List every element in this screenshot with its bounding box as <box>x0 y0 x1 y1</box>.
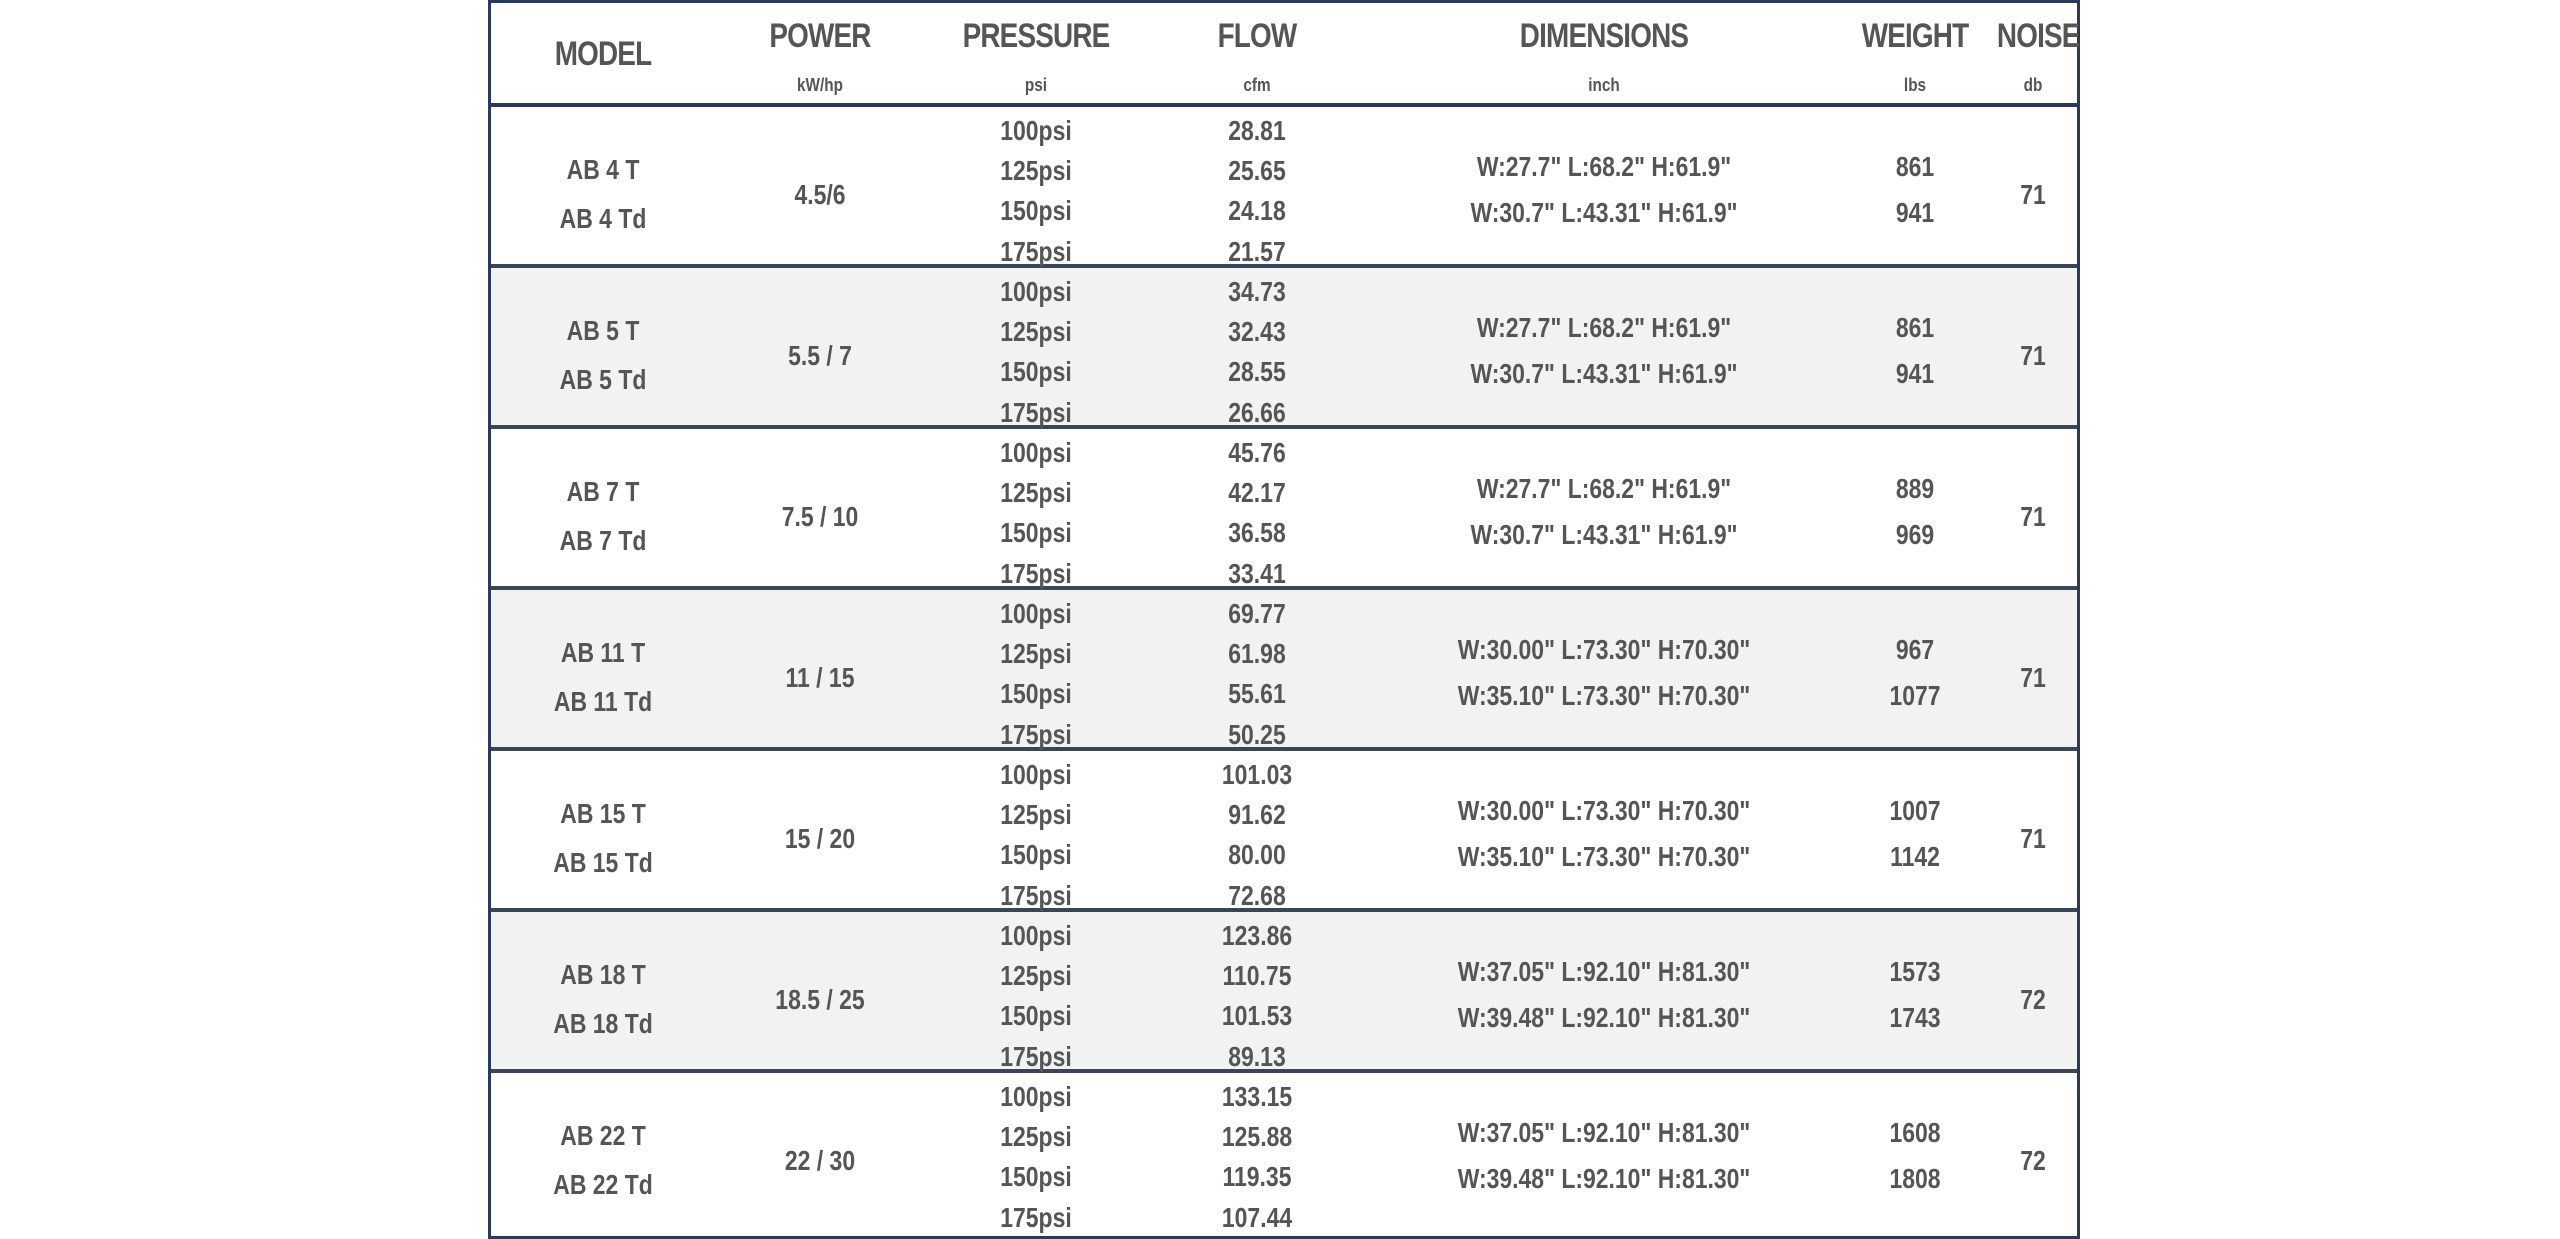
noise-cell <box>1989 429 2077 586</box>
model-t-name: AB 11 T <box>560 637 646 668</box>
weight-t: 861 <box>1895 151 1935 182</box>
table-row <box>491 268 2077 429</box>
table-row <box>491 1073 2077 1234</box>
header-weight-label: WEIGHT <box>1861 17 1969 55</box>
noise-value: 71 <box>2020 662 2046 693</box>
dimensions-t: W:27.7" L:68.2" H:61.9" <box>1476 473 1732 504</box>
flow-value: 26.66 <box>1228 397 1286 428</box>
model-td-name: AB 11 Td <box>553 686 653 717</box>
pressure-value: 125psi <box>1000 960 1072 991</box>
flow-value: 36.58 <box>1228 517 1286 548</box>
pressure-value: 100psi <box>1000 920 1072 951</box>
flow-value: 91.62 <box>1228 799 1286 830</box>
power-value: 18.5 / 25 <box>775 984 865 1015</box>
model-t-name: AB 5 T <box>566 315 640 346</box>
pressure-value: 150psi <box>1000 517 1072 548</box>
header-noise-unit: db <box>2023 75 2043 95</box>
header-power-unit: kW/hp <box>797 75 843 95</box>
pressure-value: 175psi <box>1000 236 1072 267</box>
noise-cell <box>1989 1073 2077 1230</box>
dimensions-cell <box>1367 751 1841 908</box>
header-flow-label: FLOW <box>1217 17 1297 55</box>
spec-table <box>488 0 2080 1239</box>
noise-cell <box>1989 912 2077 1069</box>
table-row <box>491 429 2077 590</box>
weight-cell <box>1841 1073 1989 1230</box>
header-noise-label: NOISE <box>1996 17 2080 55</box>
model-cell <box>491 751 715 908</box>
model-cell <box>491 107 715 264</box>
weight-t: 889 <box>1895 473 1935 504</box>
flow-cell <box>1147 429 1367 589</box>
noise-value: 71 <box>2020 340 2046 371</box>
weight-cell <box>1841 429 1989 586</box>
dimensions-td: W:30.7" L:43.31" H:61.9" <box>1470 358 1738 389</box>
flow-value: 28.81 <box>1228 115 1286 146</box>
flow-value: 80.00 <box>1228 839 1286 870</box>
noise-cell <box>1989 107 2077 264</box>
header-weight-unit: lbs <box>1903 75 1927 95</box>
weight-cell <box>1841 590 1989 747</box>
weight-t: 1573 <box>1889 956 1941 987</box>
weight-td: 1808 <box>1889 1163 1941 1194</box>
power-cell <box>715 590 925 747</box>
pressure-cell <box>925 590 1147 750</box>
weight-t: 861 <box>1895 312 1935 343</box>
flow-value: 89.13 <box>1228 1041 1286 1072</box>
noise-value: 71 <box>2020 823 2046 854</box>
weight-td: 941 <box>1895 358 1935 389</box>
header-pressure-label: PRESSURE <box>962 17 1110 55</box>
model-td-name: AB 22 Td <box>553 1169 653 1200</box>
header-dimensions-label: DIMENSIONS <box>1519 17 1689 55</box>
dimensions-cell <box>1367 590 1841 747</box>
model-t-name: AB 15 T <box>560 798 646 829</box>
weight-cell <box>1841 268 1989 425</box>
pressure-value: 125psi <box>1000 638 1072 669</box>
pressure-value: 100psi <box>1000 598 1072 629</box>
dimensions-td: W:30.7" L:43.31" H:61.9" <box>1470 519 1738 550</box>
weight-cell <box>1841 107 1989 264</box>
flow-cell <box>1147 912 1367 1072</box>
flow-cell <box>1147 751 1367 911</box>
dimensions-cell <box>1367 429 1841 586</box>
dimensions-t: W:27.7" L:68.2" H:61.9" <box>1476 312 1732 343</box>
dimensions-cell <box>1367 1073 1841 1230</box>
pressure-value: 150psi <box>1000 1161 1072 1192</box>
table-row <box>491 751 2077 912</box>
pressure-value: 125psi <box>1000 477 1072 508</box>
dimensions-td: W:30.7" L:43.31" H:61.9" <box>1470 197 1738 228</box>
pressure-value: 100psi <box>1000 759 1072 790</box>
pressure-value: 175psi <box>1000 880 1072 911</box>
header-power <box>715 3 925 103</box>
pressure-value: 175psi <box>1000 1202 1072 1233</box>
dimensions-t: W:27.7" L:68.2" H:61.9" <box>1476 151 1732 182</box>
dimensions-td: W:39.48" L:92.10" H:81.30" <box>1457 1163 1751 1194</box>
table-row <box>491 107 2077 268</box>
power-value: 7.5 / 10 <box>781 501 859 532</box>
flow-cell <box>1147 1073 1367 1233</box>
flow-value: 61.98 <box>1228 638 1286 669</box>
flow-value: 42.17 <box>1228 477 1286 508</box>
pressure-value: 175psi <box>1000 558 1072 589</box>
dimensions-cell <box>1367 268 1841 425</box>
noise-value: 72 <box>2020 1145 2046 1176</box>
pressure-cell <box>925 107 1147 267</box>
header-dimensions <box>1367 3 1841 103</box>
model-cell <box>491 429 715 586</box>
noise-cell <box>1989 590 2077 747</box>
power-cell <box>715 268 925 425</box>
model-td-name: AB 15 Td <box>553 847 653 878</box>
weight-t: 1608 <box>1889 1117 1941 1148</box>
power-cell <box>715 107 925 264</box>
pressure-value: 175psi <box>1000 1041 1072 1072</box>
pressure-value: 150psi <box>1000 678 1072 709</box>
header-dimensions-unit: inch <box>1588 75 1620 95</box>
flow-value: 25.65 <box>1228 155 1286 186</box>
header-noise <box>1989 3 2080 103</box>
table-row <box>491 590 2077 751</box>
dimensions-td: W:35.10" L:73.30" H:70.30" <box>1457 680 1751 711</box>
weight-td: 941 <box>1895 197 1935 228</box>
flow-value: 69.77 <box>1228 598 1286 629</box>
power-cell <box>715 751 925 908</box>
pressure-cell <box>925 429 1147 589</box>
weight-t: 1007 <box>1889 795 1941 826</box>
model-td-name: AB 18 Td <box>553 1008 653 1039</box>
table-header <box>491 3 2080 107</box>
header-pressure-unit: psi <box>1024 75 1048 95</box>
dimensions-cell <box>1367 107 1841 264</box>
weight-cell <box>1841 751 1989 908</box>
dimensions-t: W:37.05" L:92.10" H:81.30" <box>1457 956 1751 987</box>
pressure-cell <box>925 1073 1147 1233</box>
model-t-name: AB 18 T <box>560 959 646 990</box>
flow-value: 125.88 <box>1221 1121 1293 1152</box>
header-flow <box>1147 3 1367 103</box>
pressure-value: 175psi <box>1000 719 1072 750</box>
flow-value: 45.76 <box>1228 437 1286 468</box>
power-value: 11 / 15 <box>785 662 855 693</box>
header-model <box>491 3 715 103</box>
pressure-cell <box>925 912 1147 1072</box>
pressure-value: 150psi <box>1000 839 1072 870</box>
pressure-value: 150psi <box>1000 195 1072 226</box>
flow-cell <box>1147 107 1367 267</box>
model-cell <box>491 590 715 747</box>
weight-t: 967 <box>1895 634 1935 665</box>
power-cell <box>715 1073 925 1230</box>
pressure-value: 100psi <box>1000 115 1072 146</box>
model-t-name: AB 7 T <box>566 476 640 507</box>
weight-td: 1077 <box>1889 680 1941 711</box>
dimensions-t: W:30.00" L:73.30" H:70.30" <box>1457 634 1751 665</box>
flow-value: 24.18 <box>1228 195 1286 226</box>
noise-cell <box>1989 751 2077 908</box>
flow-value: 110.75 <box>1222 960 1292 991</box>
noise-value: 71 <box>2020 179 2046 210</box>
power-cell <box>715 912 925 1069</box>
flow-value: 107.44 <box>1221 1202 1293 1233</box>
model-td-name: AB 5 Td <box>559 364 647 395</box>
power-value: 22 / 30 <box>784 1145 856 1176</box>
power-cell <box>715 429 925 586</box>
flow-value: 101.53 <box>1221 1000 1293 1031</box>
dimensions-cell <box>1367 912 1841 1069</box>
model-cell <box>491 268 715 425</box>
flow-value: 50.25 <box>1228 719 1286 750</box>
weight-td: 969 <box>1895 519 1935 550</box>
power-value: 4.5/6 <box>794 179 846 210</box>
dimensions-td: W:39.48" L:92.10" H:81.30" <box>1457 1002 1751 1033</box>
pressure-value: 150psi <box>1000 356 1072 387</box>
table-row <box>491 912 2077 1073</box>
model-t-name: AB 4 T <box>566 154 640 185</box>
noise-value: 71 <box>2020 501 2046 532</box>
model-cell <box>491 1073 715 1230</box>
pressure-cell <box>925 751 1147 911</box>
flow-value: 72.68 <box>1228 880 1286 911</box>
power-value: 15 / 20 <box>784 823 856 854</box>
dimensions-t: W:37.05" L:92.10" H:81.30" <box>1457 1117 1751 1148</box>
weight-td: 1142 <box>1890 841 1940 872</box>
model-td-name: AB 4 Td <box>559 203 647 234</box>
power-value: 5.5 / 7 <box>788 340 852 371</box>
model-td-name: AB 7 Td <box>559 525 647 556</box>
header-flow-unit: cfm <box>1243 75 1271 95</box>
flow-cell <box>1147 590 1367 750</box>
dimensions-t: W:30.00" L:73.30" H:70.30" <box>1457 795 1751 826</box>
pressure-value: 125psi <box>1000 316 1072 347</box>
flow-value: 119.35 <box>1222 1161 1292 1192</box>
pressure-value: 100psi <box>1000 1081 1072 1112</box>
flow-value: 55.61 <box>1228 678 1286 709</box>
header-model-label: MODEL <box>554 35 652 73</box>
pressure-value: 100psi <box>1000 437 1072 468</box>
flow-value: 133.15 <box>1221 1081 1293 1112</box>
pressure-value: 125psi <box>1000 799 1072 830</box>
flow-cell <box>1147 268 1367 428</box>
flow-value: 34.73 <box>1228 276 1286 307</box>
flow-value: 32.43 <box>1228 316 1286 347</box>
weight-td: 1743 <box>1889 1002 1941 1033</box>
noise-cell <box>1989 268 2077 425</box>
header-power-label: POWER <box>769 17 871 55</box>
flow-value: 101.03 <box>1221 759 1293 790</box>
model-cell <box>491 912 715 1069</box>
pressure-value: 125psi <box>1000 155 1072 186</box>
pressure-cell <box>925 268 1147 428</box>
pressure-value: 150psi <box>1000 1000 1072 1031</box>
pressure-value: 125psi <box>1000 1121 1072 1152</box>
pressure-value: 100psi <box>1000 276 1072 307</box>
flow-value: 123.86 <box>1221 920 1293 951</box>
header-weight <box>1841 3 1989 103</box>
noise-value: 72 <box>2020 984 2046 1015</box>
dimensions-td: W:35.10" L:73.30" H:70.30" <box>1457 841 1751 872</box>
weight-cell <box>1841 912 1989 1069</box>
header-pressure <box>925 3 1147 103</box>
flow-value: 21.57 <box>1228 236 1286 267</box>
flow-value: 33.41 <box>1228 558 1286 589</box>
pressure-value: 175psi <box>1000 397 1072 428</box>
flow-value: 28.55 <box>1228 356 1286 387</box>
model-t-name: AB 22 T <box>560 1120 646 1151</box>
